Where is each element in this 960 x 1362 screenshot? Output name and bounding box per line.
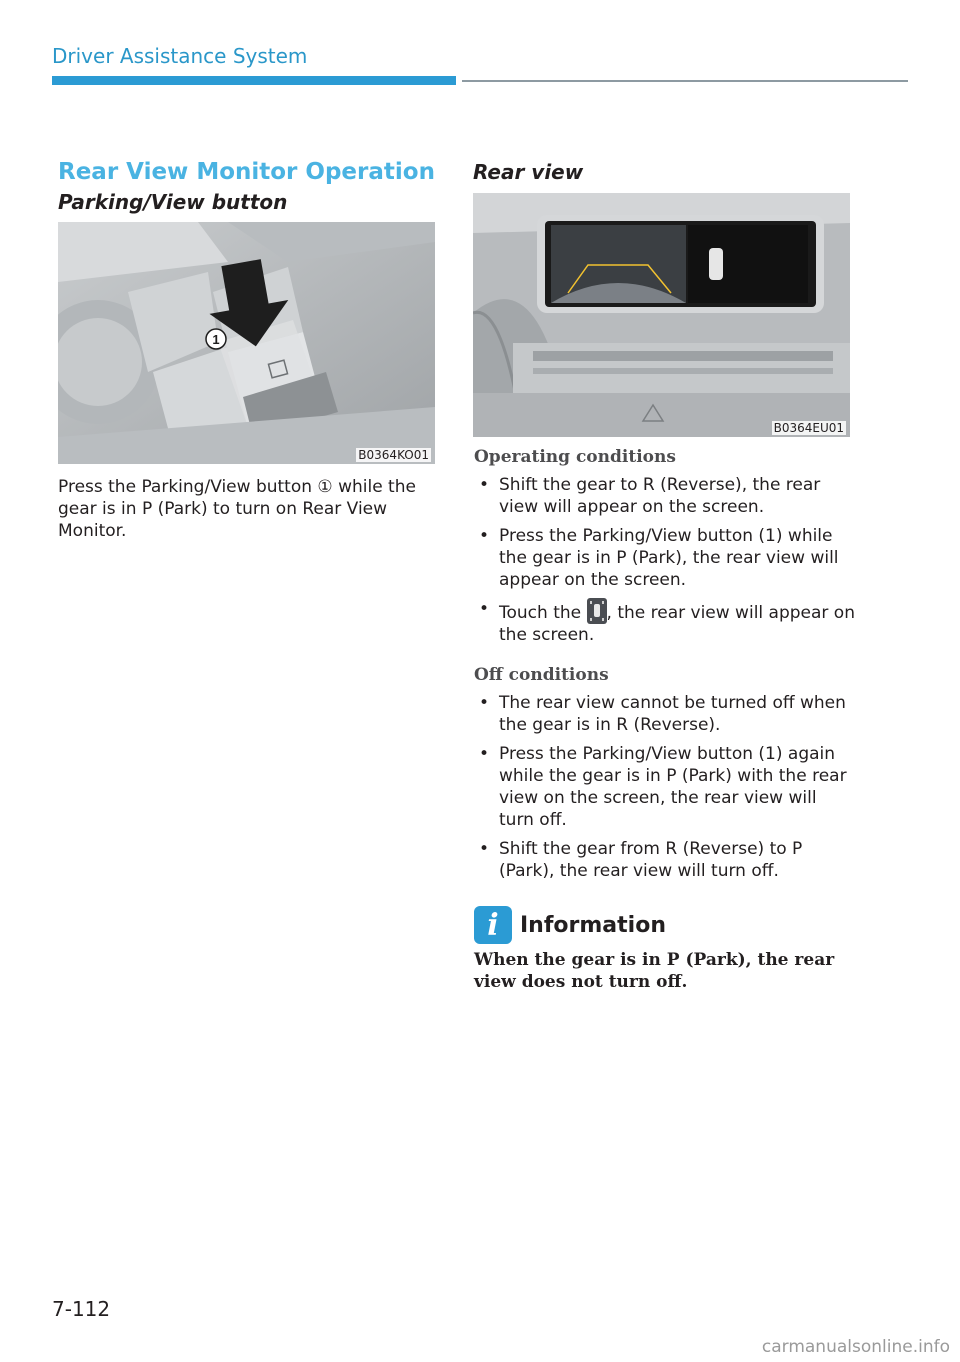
touch-suffix: , the rear view will appear on the screen. bbox=[499, 603, 855, 645]
figure-code-left: B0364KO01 bbox=[358, 448, 429, 462]
figure-rear-view bbox=[473, 193, 850, 437]
figure-callout-1: 1 bbox=[212, 332, 220, 347]
list-item: • Shift the gear from R (Reverse) to P (Park), the rear view will turn off. bbox=[474, 838, 856, 882]
rear-view-screen-illustration bbox=[473, 193, 850, 437]
information-title: Information bbox=[520, 912, 666, 938]
subheading-parking-view-button: Parking/View button bbox=[58, 190, 288, 214]
operating-conditions-list bbox=[474, 474, 856, 653]
information-text: When the gear is in P (Park), the rear view does not turn off. bbox=[474, 950, 835, 992]
parking-button-illustration bbox=[58, 222, 435, 464]
header-accent-bar bbox=[52, 76, 456, 85]
info-icon: i bbox=[474, 906, 512, 944]
off-conditions-list bbox=[474, 692, 856, 889]
list-item: • The rear view cannot be turned off when the gear is in R (Reverse). bbox=[474, 692, 856, 736]
list-item bbox=[474, 598, 856, 646]
touch-prefix: Touch the bbox=[499, 603, 582, 623]
list-item: • Shift the gear to R (Reverse), the rear view will appear on the screen. bbox=[474, 474, 856, 518]
page-heading: Rear View Monitor Operation bbox=[58, 159, 435, 185]
parking-view-icon bbox=[587, 598, 607, 624]
left-paragraph: Press the Parking/View button ① while the gear is in P (Park) to turn on Rear View Monitor. bbox=[58, 477, 416, 541]
section-title: Driver Assistance System bbox=[52, 44, 308, 68]
header-rule bbox=[462, 80, 908, 82]
list-item: • Press the Parking/View button (1) again while the gear is in P (Park) with the rear view on the screen, the rear view will turn off. bbox=[474, 743, 856, 831]
operating-conditions-title: Operating conditions bbox=[474, 447, 676, 467]
list-item: • Press the Parking/View button (1) while the gear is in P (Park), the rear view will appear on the screen. bbox=[474, 525, 856, 591]
subheading-rear-view: Rear view bbox=[473, 160, 584, 184]
page-number: 7-112 bbox=[52, 1297, 111, 1321]
figure-code-right: B0364EU01 bbox=[773, 421, 844, 435]
watermark: carmanualsonline.info bbox=[761, 1337, 950, 1357]
off-conditions-title: Off conditions bbox=[474, 665, 609, 685]
information-header bbox=[474, 906, 666, 944]
figure-parking-view-button bbox=[58, 222, 435, 464]
